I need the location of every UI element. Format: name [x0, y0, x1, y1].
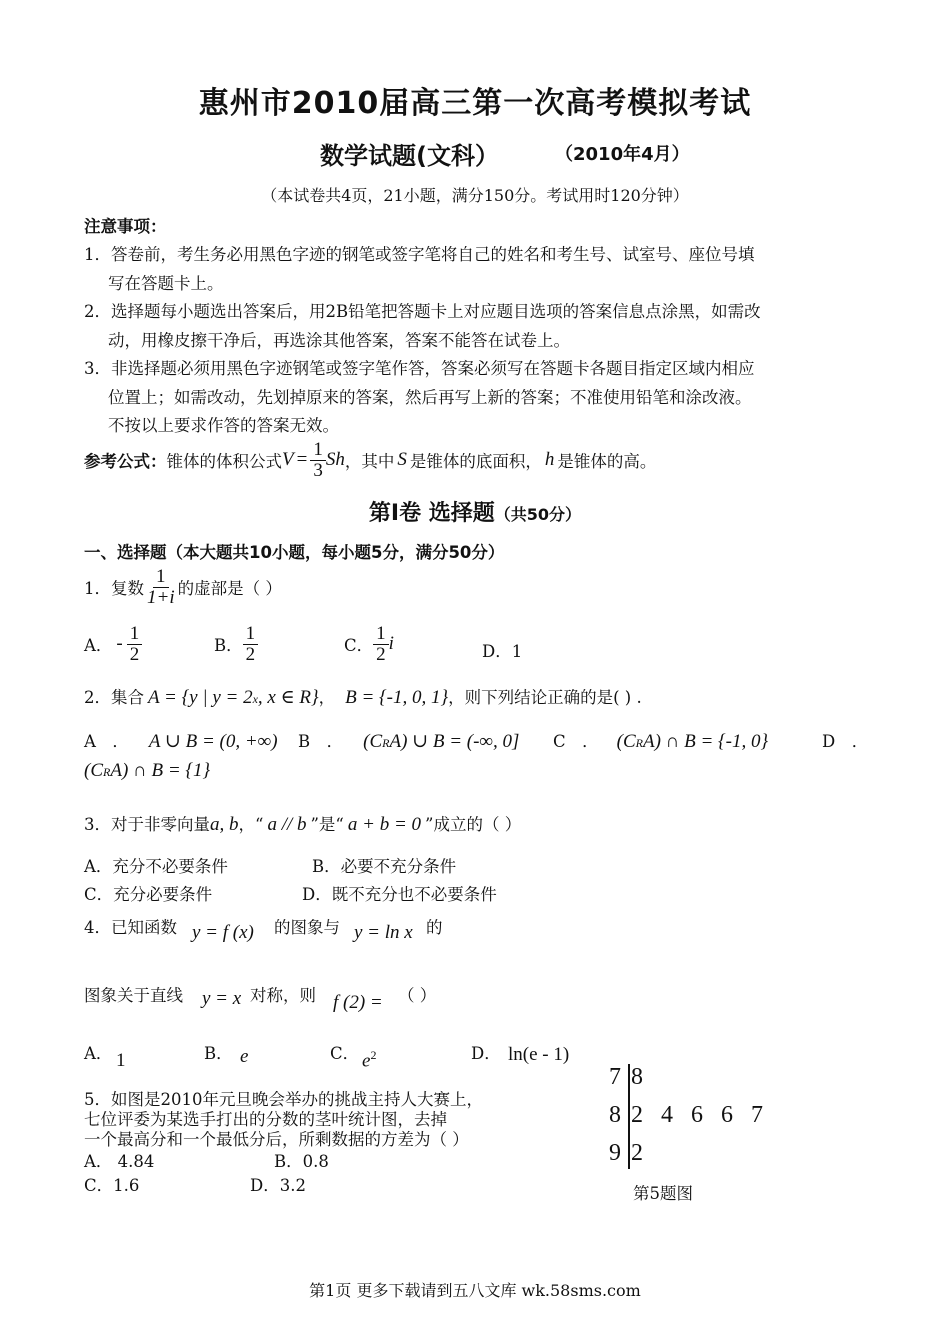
- q2-a-value: A ∪ B = (0, +∞): [148, 731, 278, 752]
- q1-a-fraction: [127, 624, 143, 665]
- q3-mid-2: ”是“: [310, 815, 344, 834]
- q3-cond-2: a + b = 0: [347, 814, 422, 835]
- notes-heading: 注意事项：: [84, 217, 167, 236]
- q1-c-den: 2: [376, 643, 386, 665]
- q2-label: 2．集合: [84, 688, 144, 707]
- q2-d-value: (C: [84, 760, 103, 781]
- q1-c-fraction: [373, 624, 389, 665]
- q1-label: 1．复数: [84, 579, 144, 599]
- q5-option-b: B．0.8: [274, 1152, 329, 1171]
- formula-text-1: 锥体的体积公式: [166, 452, 282, 472]
- q4-c-value: [362, 1048, 376, 1072]
- q4-tail: 的: [426, 918, 443, 937]
- q1-b-fraction: [243, 624, 259, 665]
- q1-c-i: i: [388, 633, 394, 655]
- q1-option-d: D．1: [482, 642, 523, 661]
- q1-b-num: 1: [243, 624, 259, 645]
- section-score: （共50分）: [494, 505, 582, 524]
- stem-row-3-leaves: 2: [631, 1140, 643, 1166]
- q2-c-value: (C: [616, 731, 636, 752]
- q4-c-base: e: [362, 1050, 371, 1072]
- stem-row-2-stem: 8: [609, 1102, 621, 1128]
- q1-num: 1: [153, 567, 169, 588]
- q4-b-value: e: [240, 1046, 249, 1067]
- formula-den: 3: [313, 459, 323, 481]
- q5-option-c: C．1.6: [84, 1176, 140, 1195]
- question-1: [84, 567, 282, 608]
- formula-text-3: 是锥体的底面积，: [409, 452, 542, 472]
- q5-line-3: 一个最高分和一个最低分后，所剩数据的方差为（ ）: [84, 1130, 469, 1149]
- exam-subtitle: 数学试题(文科）: [320, 142, 499, 170]
- q1-fraction: [144, 567, 178, 608]
- formula-fraction: [310, 440, 326, 481]
- formula-eq: =: [296, 449, 308, 471]
- page-footer: 第1页 更多下载请到五八文库 wk.58sms.com: [309, 1281, 641, 1300]
- q2-set-a-2: , x ∈ R}: [257, 687, 319, 708]
- stem-row-1-stem: 7: [609, 1064, 621, 1090]
- q4-func-1: y = f (x): [192, 922, 254, 943]
- q2-c-sub: R: [635, 736, 643, 750]
- exam-date: （2010年4月）: [555, 144, 690, 165]
- q4-d-value: ln(e - 1): [508, 1044, 570, 1065]
- q3-option-c: C．充分必要条件: [84, 885, 213, 904]
- q5-option-d: D．3.2: [250, 1176, 306, 1195]
- q1-option-c: [344, 624, 394, 665]
- q2-option-c: [553, 728, 768, 753]
- formula-label: 参考公式：: [84, 452, 167, 472]
- q2-b-sub: R: [382, 736, 390, 750]
- q2-a-label: A ．: [84, 732, 129, 751]
- q2-b-value-2: A) ∪ B = (-∞, 0]: [389, 731, 520, 752]
- q5-line-1: 5．如图是2010年元旦晚会举办的挑战主持人大赛上，: [84, 1090, 483, 1109]
- q2-b-label: B ．: [298, 732, 344, 751]
- q4-mid: 的图象与: [274, 918, 340, 937]
- q3-option-b: B．必要不充分条件: [312, 857, 457, 876]
- note-1b: 写在答题卡上。: [108, 274, 224, 293]
- q1-b-den: 2: [245, 643, 256, 665]
- q2-d-sub: R: [103, 765, 111, 779]
- q3-option-a: A．充分不必要条件: [84, 857, 228, 876]
- note-3c: 不按以上要求作答的答案无效。: [108, 416, 339, 435]
- q1-a-sign: -: [116, 633, 123, 655]
- note-2a: 2．选择题每小题选出答案后，用2B铅笔把答题卡上对应题目选项的答案信息点涂黑，如需改: [84, 302, 761, 321]
- q4-a-label: A．: [84, 1044, 113, 1063]
- q4-func-3: y = x: [202, 988, 242, 1009]
- q4-c-label: C．: [330, 1044, 360, 1063]
- q1-c-label: C．: [344, 636, 374, 656]
- exam-title: 惠州市2010届高三第一次高考模拟考试: [198, 86, 752, 121]
- q1-den: 1+i: [147, 586, 175, 608]
- formula-text-2: ，其中: [344, 452, 395, 472]
- q3-vectors: a, b: [210, 814, 239, 835]
- q2-tail: ，则下列结论正确的是( ) .: [448, 688, 642, 707]
- q4-label: 4．已知函数: [84, 918, 177, 937]
- q2-option-d: [84, 760, 210, 782]
- q4-tail-2: （ ）: [398, 986, 437, 1005]
- q1-option-b: [214, 624, 258, 665]
- q2-c-label: C ．: [553, 732, 599, 751]
- q2-comma: ，: [318, 688, 336, 707]
- q1-b-label: B．: [214, 636, 243, 656]
- q1-a-den: 2: [129, 643, 140, 665]
- formula-sh: Sh: [325, 449, 345, 471]
- q4-func-2: y = ln x: [354, 922, 413, 943]
- reference-formula: [84, 440, 656, 481]
- q3-cond-1: a // b: [267, 814, 307, 835]
- q5-line-2: 七位评委为某选手打出的分数的茎叶统计图，去掉: [84, 1110, 447, 1129]
- q2-set-a-exp: x: [252, 692, 258, 706]
- q3-option-d: D．既不充分也不必要条件: [302, 885, 497, 904]
- q4-a-value: 1: [116, 1050, 126, 1071]
- q4-func-4: f (2) =: [333, 992, 383, 1013]
- stem-row-3-stem: 9: [609, 1140, 621, 1166]
- q4-d-label: D．: [471, 1044, 501, 1063]
- q2-c-value-2: A) ∩ B = {-1, 0}: [642, 731, 769, 752]
- note-3b: 位置上；如需改动，先划掉原来的答案，然后再写上新的答案；不准使用铅笔和涂改液。: [108, 388, 752, 407]
- note-1a: 1．答卷前，考生务必用黑色字迹的钢笔或签字笔将自己的姓名和考生号、试室号、座位号填: [84, 245, 755, 264]
- part-1-heading: 一、选择题（本大题共10小题，每小题5分，满分50分）: [84, 543, 505, 562]
- formula-text-4: 是锥体的高。: [557, 452, 657, 472]
- q1-c-num: 1: [373, 624, 389, 645]
- q2-d-value-2: A) ∩ B = {1}: [110, 760, 211, 781]
- q2-b-value: (C: [363, 731, 383, 752]
- section-title-text: 第Ⅰ卷 选择题: [368, 501, 495, 526]
- q2-set-b: B = {-1, 0, 1}: [345, 687, 449, 708]
- q3-tail: ”成立的（ ）: [425, 815, 522, 834]
- q2-option-a: [84, 728, 278, 753]
- stem-divider: [628, 1064, 630, 1169]
- q2-option-b: [298, 728, 519, 753]
- q4-b-label: B．: [204, 1044, 233, 1063]
- formula-s: S: [397, 449, 407, 471]
- figure-caption: 第5题图: [633, 1184, 693, 1203]
- section-title: [0, 496, 950, 527]
- formula-num: 1: [310, 440, 326, 461]
- q2-option-d-label: D ．: [822, 732, 869, 751]
- q1-a-label: A．: [84, 636, 113, 656]
- q3-label: 3．对于非零向量: [84, 815, 210, 834]
- formula-h: h: [544, 449, 555, 471]
- question-2: [84, 684, 642, 709]
- q1-option-a: [84, 624, 142, 665]
- q3-mid: ，“: [238, 815, 264, 834]
- q4-mid-2: 对称，则: [250, 986, 316, 1005]
- exam-info: （本试卷共4页，21小题，满分150分。考试用时120分钟）: [261, 186, 689, 205]
- q4-line-2: 图象关于直线: [84, 986, 183, 1005]
- formula-v: V: [282, 449, 294, 471]
- note-3a: 3．非选择题必须用黑色字迹钢笔或签字笔作答，答案必须写在答题卡各题目指定区域内相应: [84, 359, 755, 378]
- stem-row-1-leaves: 8: [631, 1064, 643, 1090]
- q1-a-num: 1: [127, 624, 143, 645]
- stem-row-2-leaves: 2 4 6 6 7: [631, 1102, 763, 1128]
- note-2b: 动，用橡皮擦干净后，再选涂其他答案，答案不能答在试卷上。: [108, 331, 570, 350]
- q1-tail: 的虚部是（ ）: [177, 579, 282, 599]
- q2-set-a: A = {y | y = 2: [148, 687, 253, 708]
- question-3: [84, 811, 521, 836]
- q4-c-exp: 2: [370, 1048, 377, 1062]
- q5-option-a: A． 4.84: [84, 1152, 155, 1171]
